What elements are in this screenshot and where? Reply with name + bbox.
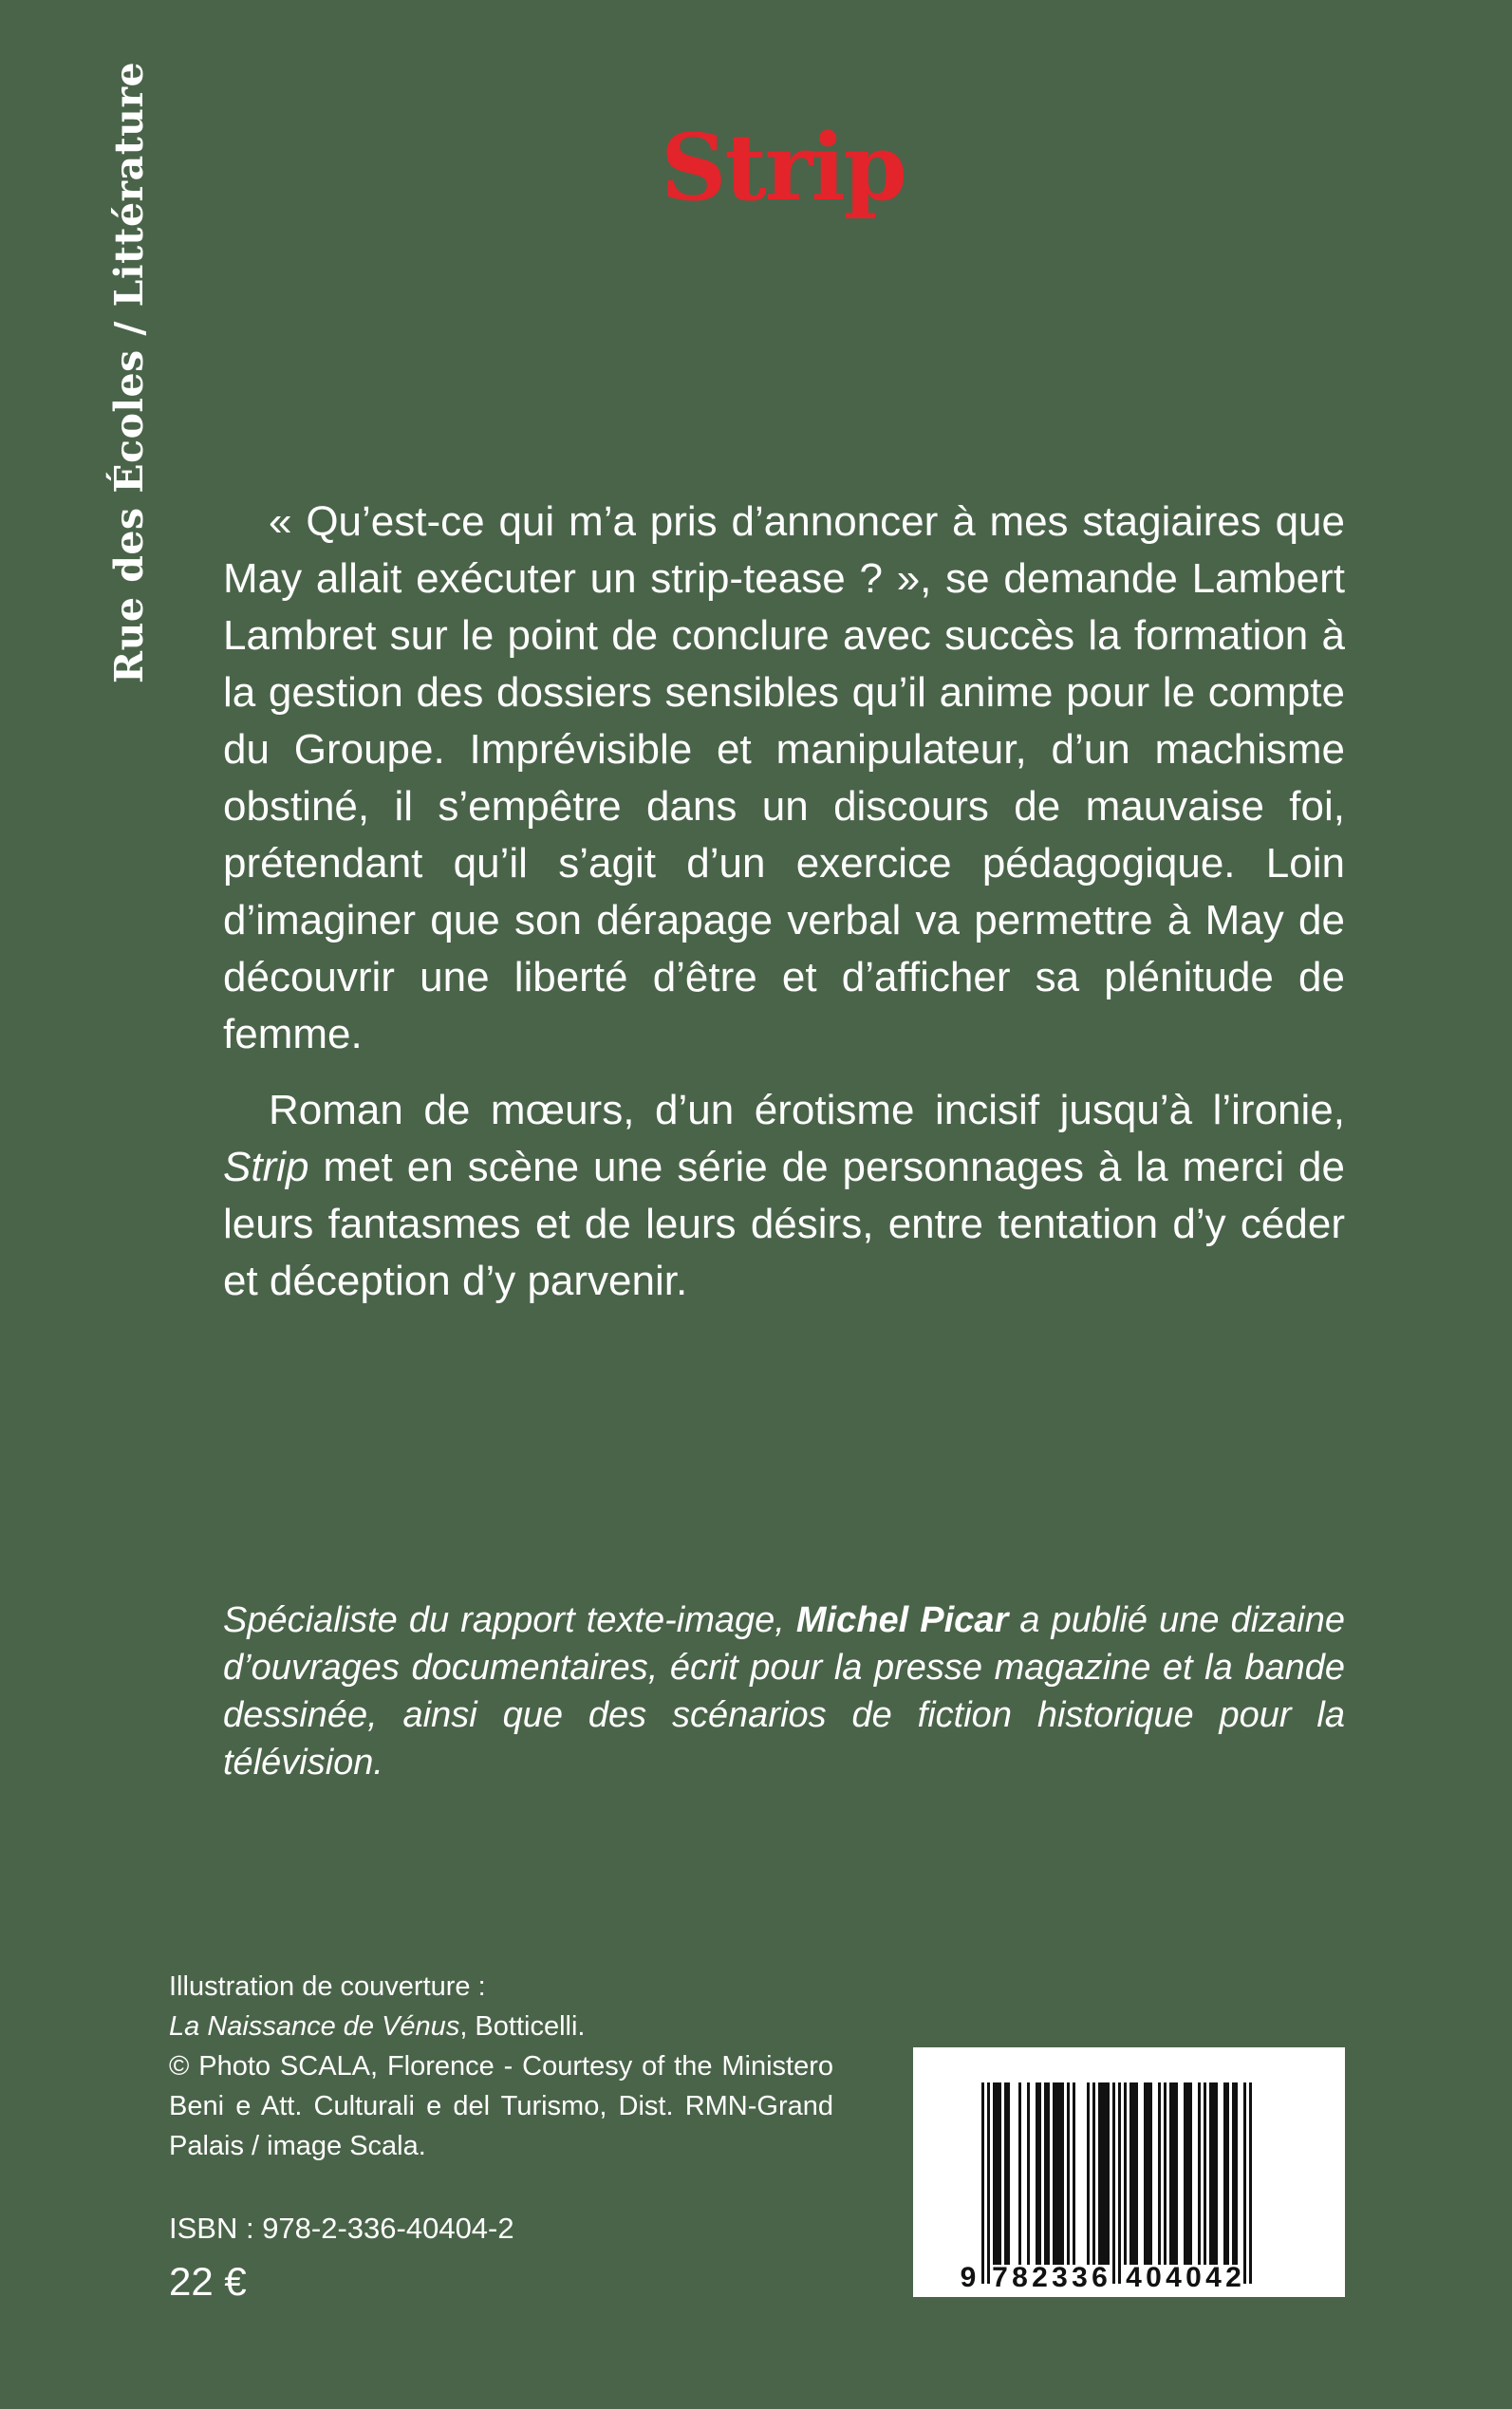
blurb-paragraph-2 bbox=[223, 1082, 1345, 1310]
barcode-bar bbox=[1158, 2082, 1161, 2265]
barcode-bar bbox=[987, 2082, 990, 2284]
barcode-bar bbox=[1038, 2082, 1041, 2265]
barcode-digit: 2 bbox=[1032, 2262, 1048, 2293]
barcode-bar bbox=[1184, 2082, 1186, 2265]
cover-credits bbox=[169, 1967, 833, 2166]
barcode-digit: 3 bbox=[1052, 2262, 1068, 2293]
author-name: Michel Picar bbox=[795, 1600, 1009, 1640]
barcode-digit: 4 bbox=[1126, 2262, 1142, 2293]
series-spine-label: Rue des Écoles / Littérature bbox=[106, 61, 152, 683]
barcode-digit: 7 bbox=[992, 2262, 1008, 2293]
barcode-bar bbox=[1004, 2082, 1007, 2265]
barcode-bar bbox=[1132, 2082, 1135, 2265]
barcode-bar bbox=[999, 2082, 1001, 2265]
barcode-digit: 2 bbox=[1225, 2262, 1241, 2293]
barcode-bar bbox=[1073, 2082, 1075, 2265]
barcode-bar bbox=[1112, 2082, 1115, 2284]
credits-heading: Illustration de couverture : bbox=[169, 1971, 486, 2002]
price: 22 € bbox=[169, 2259, 247, 2304]
barcode-digit: 9 bbox=[960, 2262, 977, 2293]
barcode-bar bbox=[1226, 2082, 1229, 2265]
barcode-bar bbox=[1098, 2082, 1101, 2265]
barcode-digit: 6 bbox=[1092, 2262, 1108, 2293]
barcode-bar bbox=[1129, 2082, 1132, 2265]
artwork-title: La Naissance de Vénus bbox=[169, 2011, 460, 2042]
barcode-bar bbox=[1175, 2082, 1178, 2265]
barcode-bar bbox=[1101, 2082, 1104, 2265]
barcode-bar bbox=[1223, 2082, 1226, 2265]
barcode-bar bbox=[1018, 2082, 1021, 2265]
barcode-bar bbox=[1209, 2082, 1212, 2265]
barcode-bar bbox=[1243, 2082, 1246, 2284]
barcode-digit: 3 bbox=[1072, 2262, 1088, 2293]
barcode-digit: 4 bbox=[1205, 2262, 1222, 2293]
barcode-digit: 0 bbox=[1146, 2262, 1162, 2293]
author-bio bbox=[223, 1597, 1345, 1786]
barcode-bar bbox=[1186, 2082, 1189, 2265]
barcode-bar bbox=[1092, 2082, 1095, 2265]
barcode-bar bbox=[1007, 2082, 1010, 2265]
barcode-bar bbox=[1215, 2082, 1218, 2265]
barcode-bar bbox=[1249, 2082, 1252, 2284]
blurb-text: met en scène une série de personnages à la merci de leurs fantasmes et de leurs désirs, entre tentation d’y céder et déception d’y parvenir. bbox=[223, 1144, 1345, 1304]
barcode-bar bbox=[1044, 2082, 1047, 2265]
barcode-bar bbox=[1144, 2082, 1147, 2265]
barcode-bar bbox=[1055, 2082, 1058, 2265]
barcode bbox=[913, 2047, 1345, 2297]
barcode-bar bbox=[996, 2082, 999, 2265]
barcode-bar bbox=[1169, 2082, 1172, 2265]
barcode-bar bbox=[1058, 2082, 1061, 2265]
barcode-bar bbox=[1061, 2082, 1064, 2265]
barcode-bar bbox=[1067, 2082, 1070, 2265]
barcode-bars bbox=[913, 2047, 1345, 2297]
bio-text: a publié une dizaine d’ouvrages documentaires, écrit pour la presse magazine et la bande dessinée, ainsi que des scénarios de fiction historique pour la télévision. bbox=[223, 1600, 1345, 1783]
barcode-bar bbox=[1036, 2082, 1038, 2265]
barcode-digit: 8 bbox=[1012, 2262, 1028, 2293]
barcode-bar bbox=[1087, 2082, 1090, 2265]
barcode-bar bbox=[1147, 2082, 1149, 2265]
barcode-bar bbox=[1107, 2082, 1110, 2265]
barcode-bar bbox=[1135, 2082, 1138, 2265]
barcode-bar bbox=[1124, 2082, 1127, 2265]
isbn: ISBN : 978-2-336-40404-2 bbox=[169, 2212, 514, 2245]
barcode-bar bbox=[1189, 2082, 1192, 2265]
barcode-bar bbox=[1235, 2082, 1238, 2265]
blurb-text: Roman de mœurs, d’un érotisme incisif jusqu’à l’ironie, bbox=[269, 1087, 1345, 1133]
barcode-bar bbox=[1198, 2082, 1201, 2265]
bio-text: Spécialiste du rapport texte-image, bbox=[223, 1600, 796, 1640]
barcode-bar bbox=[1212, 2082, 1215, 2265]
barcode-bar bbox=[1232, 2082, 1235, 2265]
barcode-bar bbox=[1204, 2082, 1206, 2265]
title-mention: Strip bbox=[223, 1144, 309, 1190]
blurb-paragraph-1: « Qu’est-ce qui m’a pris d’annoncer à mes stagiaires que May allait exécuter un strip-tease ? », se demande Lambert Lambret sur le point de conclure avec succès la formation à la gestion des dossiers sensibles qu’il anime pour le compte du Groupe. Imprévisible et manipulateur, d’un machisme obstiné, il s’empêtre dans un discours de mauvaise foi, prétendant qu’il s’agit d’un exercice pédagogique. Loin d’imaginer que son dérapage verbal va permettre à May de découvrir une liberté d’être et d’afficher sa plénitude de femme. bbox=[223, 498, 1345, 1057]
copyright: © Photo SCALA, Florence - Courtesy of the Ministero Beni e Att. Culturali e del Turismo, Dist. RMN-Grand Palais / image Scala. bbox=[169, 2051, 833, 2161]
book-title: Strip bbox=[661, 114, 905, 221]
barcode-bar bbox=[1047, 2082, 1050, 2265]
barcode-bar bbox=[993, 2082, 996, 2265]
barcode-bar bbox=[1149, 2082, 1152, 2265]
artist: , Botticelli. bbox=[459, 2011, 586, 2042]
barcode-bar bbox=[1164, 2082, 1167, 2265]
blurb bbox=[223, 494, 1345, 1329]
barcode-bar bbox=[1118, 2082, 1121, 2284]
barcode-digit: 0 bbox=[1185, 2262, 1202, 2293]
barcode-bar bbox=[1172, 2082, 1175, 2265]
barcode-bar bbox=[1027, 2082, 1030, 2265]
barcode-digit: 4 bbox=[1166, 2262, 1182, 2293]
barcode-bar bbox=[981, 2082, 984, 2284]
credits-artwork-line bbox=[169, 2007, 833, 2046]
barcode-bar bbox=[1053, 2082, 1055, 2265]
barcode-bar bbox=[1104, 2082, 1107, 2265]
